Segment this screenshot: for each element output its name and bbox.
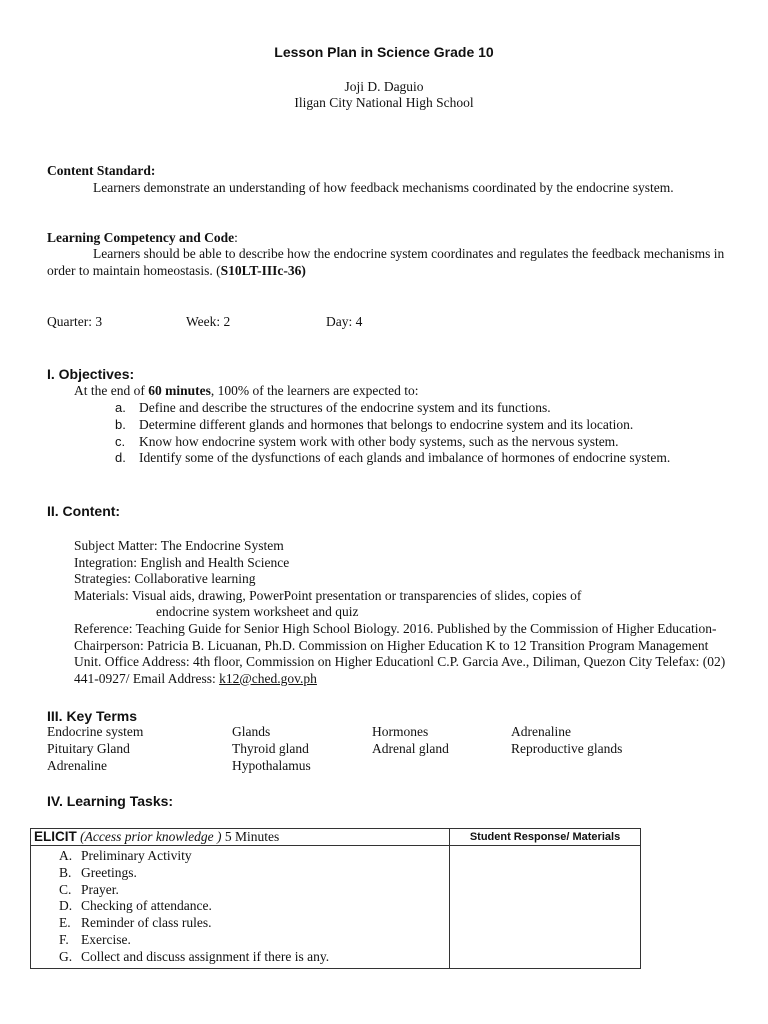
learning-tasks-table: [30, 828, 641, 969]
task-label: G.: [59, 948, 73, 964]
key-term: Endocrine system: [47, 724, 144, 739]
response-header-cell: Student Response/ Materials: [450, 829, 641, 846]
reference-text: Reference: Teaching Guide for Senior High School Biology. 2016. Published by the Commission of Higher Education-Chairperson: Patricia B. Licuanan, Ph.D. Commission on Higher Education K to 12 Transition Program Management Unit. Office Address: 4th floor, Commission on Higher Educationl C.P. Garcia Ave., Diliman, Quezon City Telefax: (02) 441-0927/ Email Address:: [74, 620, 726, 686]
task-text: Exercise.: [81, 931, 131, 947]
key-term: Glands: [232, 724, 271, 739]
key-term: Thyroid gland: [232, 740, 309, 756]
list-item: [59, 865, 449, 882]
table-body-row: [31, 846, 641, 969]
key-term: Adrenaline: [47, 757, 107, 773]
content-details: [74, 538, 734, 687]
integration: Integration: English and Health Science: [74, 554, 290, 570]
content-standard-text: Learners demonstrate an understanding of how feedback mechanisms coordinated by the endocrine system.: [93, 180, 674, 195]
subject-matter: Subject Matter: The Endocrine System: [74, 538, 284, 553]
strategies: Strategies: Collaborative learning: [74, 571, 256, 587]
task-label: A.: [59, 848, 73, 863]
objective-label: d.: [115, 450, 126, 466]
week-label: Week: 2: [186, 314, 231, 329]
key-terms-column: [511, 724, 622, 758]
task-label: E.: [59, 915, 71, 931]
task-text: Prayer.: [81, 881, 119, 897]
objectives-intro-post: , 100% of the learners are expected to:: [210, 383, 419, 398]
objective-text: Define and describe the structures of the endocrine system and its functions.: [139, 400, 551, 415]
competency-colon: :: [234, 230, 238, 245]
reference: [74, 621, 734, 687]
task-label: F.: [59, 931, 69, 947]
elicit-label: ELICIT: [34, 829, 77, 844]
key-term: Pituitary Gland: [47, 740, 130, 756]
objective-label: a.: [115, 400, 126, 415]
objectives-duration: 60 minutes: [148, 383, 211, 398]
list-item: [59, 898, 449, 915]
task-text: Greetings.: [81, 864, 137, 880]
learning-tasks-heading: IV. Learning Tasks:: [47, 793, 174, 809]
competency-heading: Learning Competency and Code: [47, 230, 235, 245]
key-term: Hormones: [372, 724, 429, 739]
list-item: [59, 882, 449, 899]
content-heading: II. Content:: [47, 503, 121, 519]
quarter-label: Quarter: 3: [47, 314, 103, 329]
objective-text: Determine different glands and hormones that belongs to endocrine system and its location.: [139, 416, 634, 432]
list-item: [59, 932, 449, 949]
key-terms-heading: III. Key Terms: [47, 708, 138, 724]
key-terms-column: [232, 724, 311, 774]
list-item: [59, 848, 449, 865]
school-name: Iligan City National High School: [294, 95, 474, 110]
key-term: Reproductive glands: [511, 740, 623, 756]
objective-text: Identify some of the dysfunctions of each glands and imbalance of hormones of endocrine system.: [139, 450, 671, 466]
task-label: D.: [59, 898, 73, 914]
objective-item: [112, 417, 712, 434]
key-term: Adrenal gland: [372, 740, 449, 756]
document-title: Lesson Plan in Science Grade 10: [274, 44, 494, 60]
objectives-heading: I. Objectives:: [47, 366, 135, 382]
task-text: Reminder of class rules.: [81, 915, 212, 931]
objectives-intro: [74, 383, 419, 399]
key-terms-column: [47, 724, 143, 774]
objective-text: Know how endocrine system work with other body systems, such as the nervous system.: [139, 433, 619, 449]
materials-continued: endocrine system worksheet and quiz: [156, 604, 359, 620]
task-list-cell: [31, 846, 450, 969]
elicit-header-cell: [31, 829, 450, 846]
objective-item: [112, 450, 712, 467]
elicit-time: 5 Minutes: [224, 829, 280, 844]
competency-text: Learners should be able to describe how the endocrine system coordinates and regulates the feedback mechanisms in order to maintain homeostasis. (: [47, 246, 725, 278]
task-label: B.: [59, 864, 72, 880]
list-item: [59, 915, 449, 932]
list-item: [59, 949, 449, 966]
objectives-intro-pre: At the end of: [74, 383, 149, 398]
objective-item: [112, 400, 712, 417]
email-link[interactable]: k12@ched.gov.ph: [219, 670, 317, 686]
task-label: C.: [59, 881, 72, 897]
objectives-list: [112, 400, 712, 467]
objective-item: [112, 434, 712, 451]
student-response-cell: [450, 846, 641, 969]
table-header-row: [31, 829, 641, 846]
materials: Materials: Visual aids, drawing, PowerPoint presentation or transparencies of slides, copies of: [74, 587, 582, 603]
competency-heading-line: [47, 230, 238, 246]
competency-code: S10LT-IIIc-36): [220, 262, 306, 278]
task-text: Checking of attendance.: [81, 898, 212, 914]
content-standard-heading: Content Standard:: [47, 163, 156, 178]
key-term: Hypothalamus: [232, 757, 311, 773]
competency-text-block: [47, 246, 727, 279]
objective-label: b.: [115, 416, 126, 432]
day-label: Day: 4: [326, 314, 363, 329]
author-name: Joji D. Daguio: [344, 79, 424, 94]
key-term: Adrenaline: [511, 724, 571, 739]
elicit-description: (Access prior knowledge ): [80, 829, 222, 844]
key-terms-column: [372, 724, 449, 758]
task-text: Collect and discuss assignment if there is any.: [81, 948, 330, 964]
task-text: Preliminary Activity: [81, 848, 192, 863]
objective-label: c.: [115, 433, 126, 449]
